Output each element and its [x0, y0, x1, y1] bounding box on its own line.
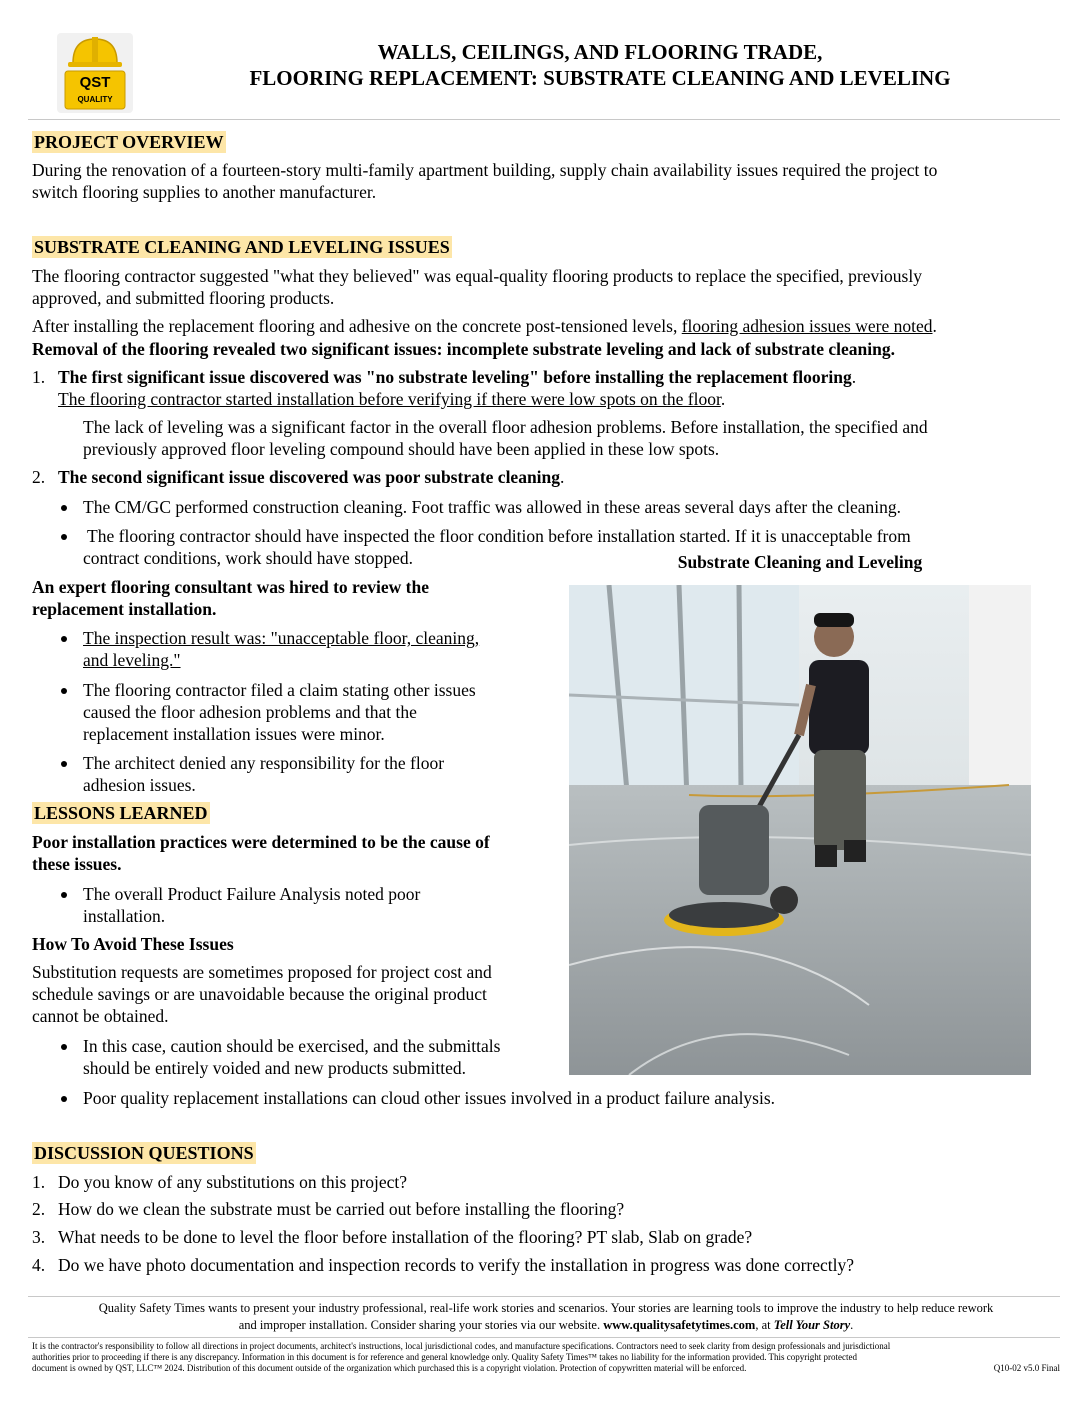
floor-machine-illustration: [569, 585, 1031, 1075]
issues-p1-line1: The flooring contractor suggested "what they believed" was equal-quality flooring products to replace the specified, previously: [32, 266, 922, 286]
lessons-subheading: How To Avoid These Issues: [32, 934, 234, 954]
bullet-dot: [61, 1096, 67, 1102]
issues-p1-line2: approved, and submitted flooring products.: [32, 288, 335, 308]
section-heading-overview: PROJECT OVERVIEW: [34, 132, 224, 152]
page-title-line1: WALLS, CEILINGS, AND FLOORING TRADE,: [377, 40, 823, 64]
item2-number: 2.: [32, 467, 46, 487]
bullet-dot: [61, 688, 67, 694]
disclaimer-line1: It is the contractor's responsibility to follow all directions in project documents, architect's instructions, local jurisdictional codes, and manufacture specifications. Contractors need to seek clarity from design professionals and jurisdictional: [32, 1341, 891, 1351]
issues-p3: Removal of the flooring revealed two significant issues: incomplete substrate leveling and lack of substrate cleaning.: [32, 339, 895, 359]
logo-subtext: QUALITY: [77, 95, 113, 104]
question-3: What needs to be done to level the floor before installation of the flooring? PT slab, Slab on grade?: [58, 1227, 753, 1247]
bullet-dot: [61, 761, 67, 767]
lessons-line1: Poor installation practices were determined to be the cause of: [32, 832, 490, 852]
item2-text: [58, 466, 564, 488]
disclaimer-divider: [28, 1337, 1060, 1338]
lessons-bullet1-line2: installation.: [83, 906, 166, 926]
lessons-bullet2-line1: In this case, caution should be exercised, and the submittals: [83, 1036, 501, 1056]
lessons-bullet1-line1: The overall Product Failure Analysis noted poor: [83, 884, 421, 904]
consultant-bullet2-line2: caused the floor adhesion problems and that the: [83, 702, 417, 722]
issues-p2-underline: flooring adhesion issues were noted: [681, 316, 933, 336]
consultant-line2: replacement installation.: [32, 599, 217, 619]
lessons-bullet2-line2: should be entirely voided and new products submitted.: [83, 1058, 466, 1078]
footer-line2: [32, 1317, 1060, 1334]
item1-underline-line: [58, 388, 725, 410]
website-link[interactable]: www.qualitysafetytimes.com: [603, 1318, 756, 1332]
disclaimer-line2: authorities prior to proceeding if there is any discrepancy. Information in this document is for reference and general knowledge only. Quality Safety Times™ takes no liability for the information provided. This copyright protected: [32, 1352, 858, 1362]
disclaimer-line3: document is owned by QST, LLC™ 2024. Distribution of this document outside of the organization which purchased this is a copyright violation. Protection of copywritten material will be enforced.: [32, 1363, 747, 1373]
lessons-p-line1: Substitution requests are sometimes proposed for project cost and: [32, 962, 492, 982]
document-code: Q10-02 v5.0 Final: [993, 1363, 1060, 1373]
section-heading-lessons: LESSONS LEARNED: [34, 803, 208, 823]
consultant-bullet2-line1: The flooring contractor filed a claim stating other issues: [83, 680, 476, 700]
lessons-p-line3: cannot be obtained.: [32, 1006, 169, 1026]
item1-underline: The flooring contractor started installation before verifying if there were low spots on the floor: [58, 389, 721, 409]
footer-line2-end: .: [850, 1318, 854, 1332]
footer-divider: [28, 1296, 1060, 1297]
footer-line1: Quality Safety Times wants to present your industry professional, real-life work stories and scenarios. Your stories are learning tools to improve the industry to help reduce rework: [98, 1301, 994, 1315]
bullet-dot: [61, 505, 67, 511]
item1-detail-line2: previously approved floor leveling compound should have been applied in these low spots.: [83, 439, 720, 459]
overview-line2: switch flooring supplies to another manufacturer.: [32, 182, 377, 202]
section-heading-issues: SUBSTRATE CLEANING AND LEVELING ISSUES: [34, 237, 450, 257]
item2-bullet1: The CM/GC performed construction cleaning. Foot traffic was allowed in these areas several days after the cleaning.: [83, 497, 902, 517]
consultant-bullet3-line2: adhesion issues.: [83, 775, 196, 795]
floor-grinding-photo: [569, 585, 1031, 1075]
item1-underline-end: .: [720, 389, 726, 409]
item2-bullet2-line1: The flooring contractor should have inspected the floor condition before installation started. If it is unacceptable from: [83, 526, 911, 546]
section-heading-discussion: DISCUSSION QUESTIONS: [34, 1143, 254, 1163]
bullet-dot: [61, 534, 67, 540]
issues-p2-text: After installing the replacement flooring and adhesive on the concrete post-tensioned levels,: [32, 316, 682, 336]
issues-p2-end: .: [932, 316, 937, 336]
lessons-bullet3: Poor quality replacement installations can cloud other issues involved in a product failure analysis.: [83, 1088, 776, 1108]
question-1: Do you know of any substitutions on this project?: [58, 1172, 408, 1192]
tell-your-story-link[interactable]: Tell Your Story: [773, 1318, 851, 1332]
consultant-bullet2-line3: replacement installation issues were minor.: [83, 724, 385, 744]
question-4: Do we have photo documentation and inspection records to verify the installation in progress was done correctly?: [58, 1255, 855, 1275]
footer-line2-start: and improper installation. Consider sharing your stories via our website.: [238, 1318, 604, 1332]
bullet-dot: [61, 892, 67, 898]
lessons-p-line2: schedule savings or are unavoidable because the original product: [32, 984, 487, 1004]
header-divider: [28, 119, 1060, 120]
question-number: 2.: [32, 1199, 46, 1219]
question-number: 4.: [32, 1255, 46, 1275]
page-title-line2: FLOORING REPLACEMENT: SUBSTRATE CLEANING AND LEVELING: [249, 66, 951, 90]
item2-bullet2-line2: contract conditions, work should have stopped.: [83, 548, 414, 568]
consultant-bullet1-line2: and leveling.": [83, 650, 181, 670]
item2-end: .: [560, 467, 565, 487]
item1-end: .: [851, 367, 857, 387]
question-number: 1.: [32, 1172, 46, 1192]
item1-bold: The first significant issue discovered was "no substrate leveling" before installing the replacement flooring: [58, 367, 852, 387]
item1-number: 1.: [32, 367, 46, 387]
consultant-line1: An expert flooring consultant was hired to review the: [32, 577, 429, 597]
bullet-dot: [61, 1044, 67, 1050]
issues-p2: [32, 315, 937, 337]
lessons-line2: these issues.: [32, 854, 122, 874]
consultant-bullet3-line1: The architect denied any responsibility for the floor: [83, 753, 445, 773]
overview-line1: During the renovation of a fourteen-story multi-family apartment building, supply chain availability issues required the project to: [32, 160, 938, 180]
image-caption: Substrate Cleaning and Leveling: [677, 552, 923, 572]
item1-text: [58, 366, 856, 388]
footer-line2-mid: , at: [755, 1318, 774, 1332]
bullet-dot: [61, 636, 67, 642]
qst-logo: [57, 33, 133, 113]
question-number: 3.: [32, 1227, 46, 1247]
logo-text: QST: [79, 74, 111, 91]
consultant-bullet1-line1: The inspection result was: "unacceptable floor, cleaning,: [83, 628, 480, 648]
question-2: How do we clean the substrate must be carried out before installing the flooring?: [58, 1199, 625, 1219]
item1-detail-line1: The lack of leveling was a significant factor in the overall floor adhesion problems. Before installation, the specified and: [83, 417, 928, 437]
item2-bold: The second significant issue discovered was poor substrate cleaning: [58, 467, 561, 487]
